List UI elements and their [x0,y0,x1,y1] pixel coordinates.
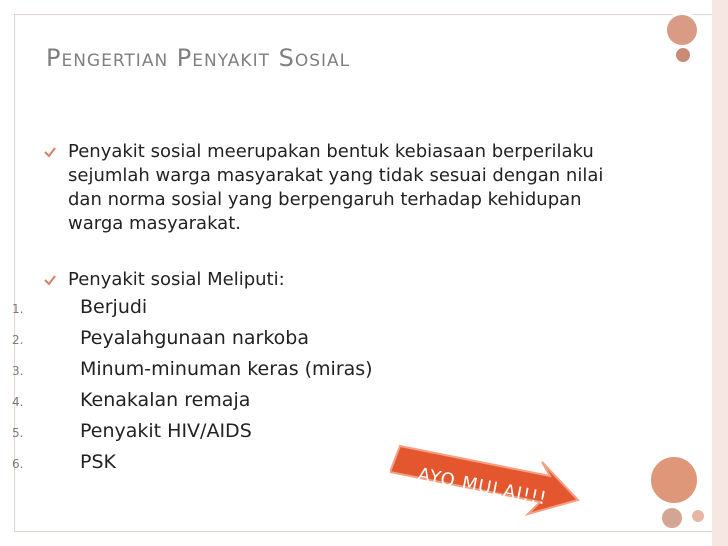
list-text: Kenakalan remaja [80,389,251,411]
start-button-label[interactable]: AYO MULAI!!! [415,464,549,510]
list-number: 6. [12,457,24,471]
decorative-circle-icon [690,508,706,524]
list-item [0,296,500,326]
decorative-circle-icon [664,12,700,48]
list-number: 4. [12,395,24,409]
list-text: Peyalahgunaan narkoba [80,327,309,349]
list-item [0,327,500,357]
list-number: 1. [12,302,24,316]
check-bullet-icon [44,146,56,158]
check-bullet-icon [44,274,56,286]
decorative-circle-icon [648,454,700,506]
list-text: Penyakit HIV/AIDS [80,420,252,442]
decorative-circle-icon [660,506,684,530]
list-number: 3. [12,364,24,378]
list-text: PSK [80,451,116,473]
bullet-includes: Penyakit sosial Meliputi: [68,269,285,290]
slide-title: Pengertian Penyakit Sosial [46,44,351,72]
list-item [0,389,500,419]
list-number: 2. [12,333,24,347]
list-text: Berjudi [80,296,148,318]
bullet-definition: Penyakit sosial meerupakan bentuk kebiasaan berperilaku sejumlah warga masyarakat yang tidak sesuai dengan nilai dan norma sosial yang berpengaruh terhadap kehidupan warga masyarakat. [68,141,604,234]
decorative-side-bar [712,0,728,546]
decorative-circle-icon [674,46,692,64]
list-number: 5. [12,426,24,440]
list-text: Minum-minuman keras (miras) [80,358,373,380]
list-item [0,358,500,388]
